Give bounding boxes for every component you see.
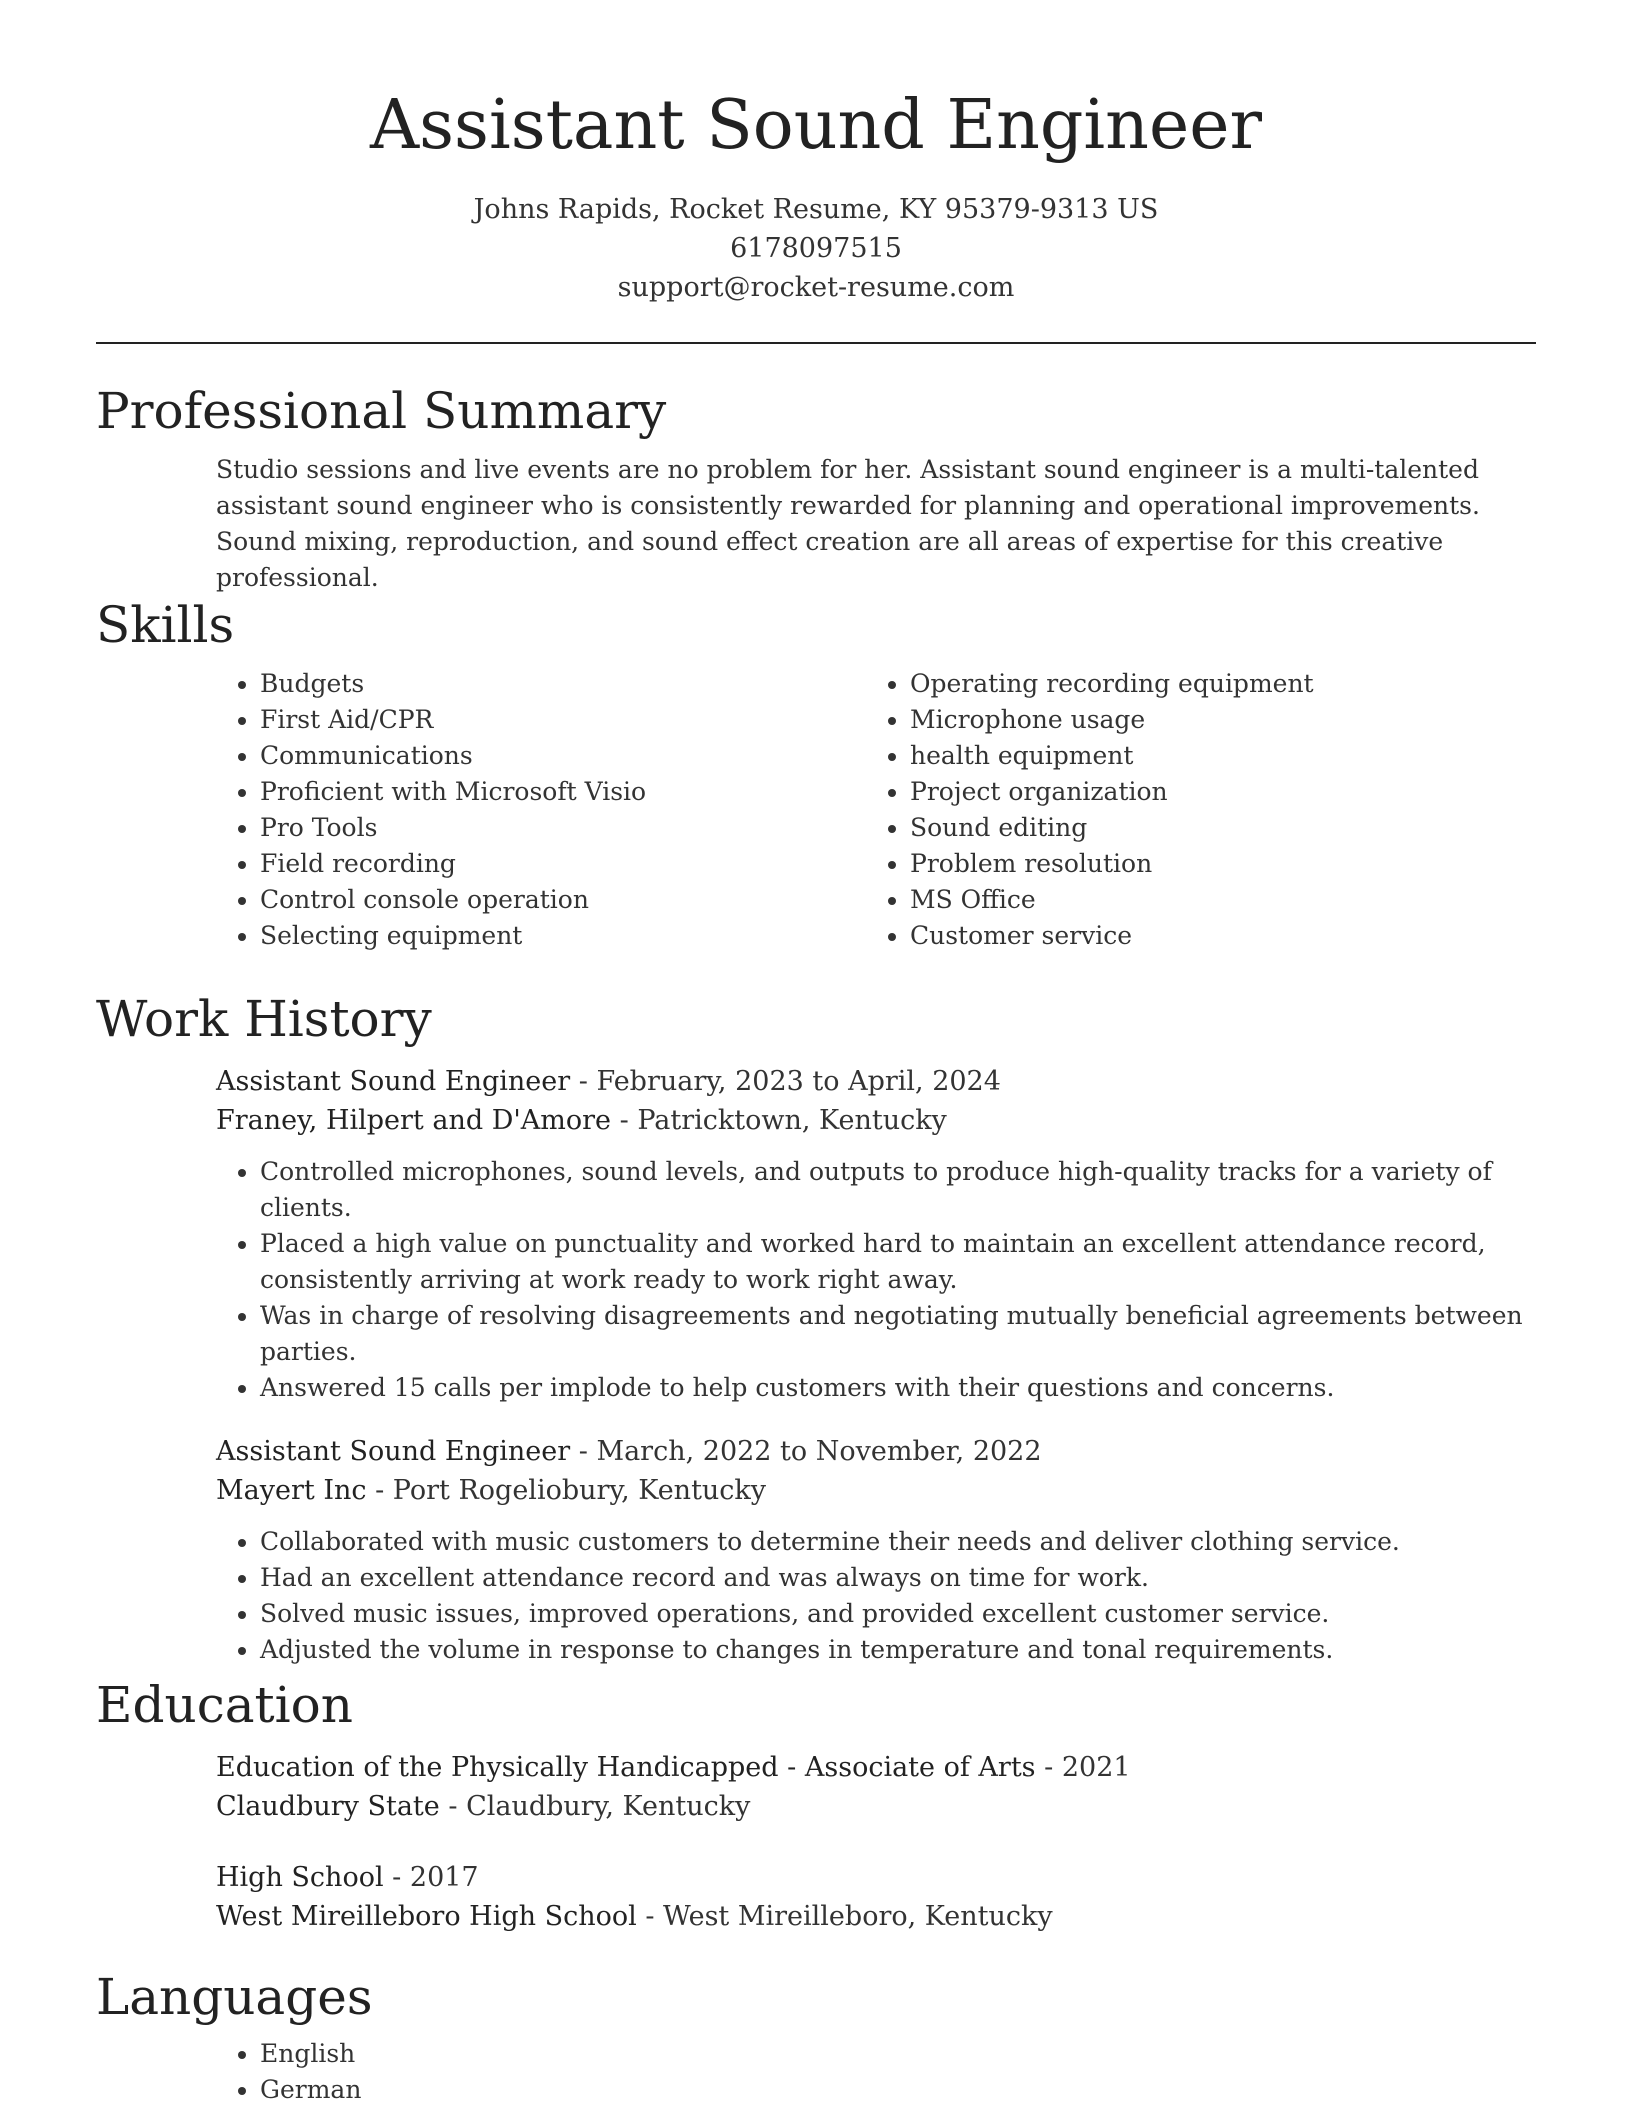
languages-list	[216, 2036, 1536, 2108]
separator: -	[366, 1475, 393, 1506]
job-bullet: • Answered 15 calls per implode to help customers with their questions and concerns.	[260, 1370, 1536, 1406]
job-bullet: • Controlled microphones, sound levels, and outputs to produce high-quality tracks for a variety of clients.	[260, 1154, 1536, 1226]
skill-item: • Budgets	[260, 666, 866, 702]
degree-year: 2017	[409, 1862, 479, 1893]
degree-line	[216, 1748, 1536, 1787]
skill-item: • Control console operation	[260, 882, 866, 918]
skill-item: • Operating recording equipment	[910, 666, 1516, 702]
separator: -	[1035, 1752, 1062, 1783]
skill-item: • Problem resolution	[910, 846, 1516, 882]
job-entry	[216, 1062, 1536, 1406]
skills-grid	[216, 666, 1536, 954]
job-bullet: • Had an excellent attendance record and was always on time for work.	[260, 1560, 1536, 1596]
job-bullet: • Was in charge of resolving disagreements and negotiating mutually beneficial agreements between parties.	[260, 1298, 1536, 1370]
job-entry	[216, 1432, 1536, 1668]
contact-address: Johns Rapids, Rocket Resume, KY 95379-9313 US	[473, 194, 1159, 225]
skill-item: • Microphone usage	[910, 702, 1516, 738]
job-role: Assistant Sound Engineer	[216, 1066, 571, 1097]
job-bullet: • Adjusted the volume in response to changes in temperature and tonal requirements.	[260, 1632, 1536, 1668]
skill-item: • Pro Tools	[260, 810, 866, 846]
company-name: Franey, Hilpert and D'Amore	[216, 1105, 612, 1136]
school-line	[216, 1897, 1536, 1936]
job-dates: March, 2022 to November, 2022	[596, 1436, 1042, 1467]
school-line	[216, 1787, 1536, 1826]
job-title-line	[216, 1062, 1536, 1101]
skill-item: • Field recording	[260, 846, 866, 882]
skill-item: • Project organization	[910, 774, 1516, 810]
skill-item: • Customer service	[910, 918, 1516, 954]
education-list	[216, 1748, 1536, 1936]
skill-item: • MS Office	[910, 882, 1516, 918]
separator: -	[570, 1436, 597, 1467]
job-title-line	[216, 1432, 1536, 1471]
candidate-name: Assistant Sound Engineer	[370, 86, 1262, 165]
school-name: West Mireilleboro High School	[216, 1901, 637, 1932]
school-location: Claudbury, Kentucky	[466, 1791, 751, 1822]
skills-section	[96, 594, 1536, 954]
company-location: Port Rogeliobury, Kentucky	[392, 1475, 767, 1506]
separator: -	[383, 1862, 410, 1893]
contact-email: support@rocket-resume.com	[617, 272, 1015, 303]
language-item: • German	[260, 2072, 1536, 2108]
education-title: Education	[96, 1676, 353, 1734]
separator: -	[611, 1105, 638, 1136]
skill-item: • First Aid/CPR	[260, 702, 866, 738]
company-location: Patricktown, Kentucky	[637, 1105, 947, 1136]
company-line	[216, 1101, 1536, 1140]
separator: -	[439, 1791, 467, 1822]
job-role: Assistant Sound Engineer	[216, 1436, 571, 1467]
degree-name: Education of the Physically Handicapped - Associate of Arts	[216, 1752, 1036, 1783]
separator: -	[570, 1066, 597, 1097]
work-section	[96, 988, 1536, 1668]
skills-column-left	[216, 666, 866, 954]
degree-name: High School	[216, 1862, 384, 1893]
separator: -	[636, 1901, 664, 1932]
summary-text: Studio sessions and live events are no problem for her. Assistant sound engineer is a multi-talented assistant sound engineer who is consistently rewarded for planning and operational improvements. Sound mixing, reproduction, and sound effect creation are all areas of expertise for this creative professional.	[216, 455, 1480, 592]
job-dates: February, 2023 to April, 2024	[596, 1066, 1001, 1097]
skill-item: • Sound editing	[910, 810, 1516, 846]
degree-line	[216, 1858, 1536, 1897]
skill-item: • Selecting equipment	[260, 918, 866, 954]
job-bullet: • Collaborated with music customers to determine their needs and deliver clothing service.	[260, 1524, 1536, 1560]
contact-block	[0, 190, 1632, 307]
summary-title: Professional Summary	[96, 382, 667, 440]
languages-section	[96, 1966, 1536, 2108]
degree-year: 2021	[1061, 1752, 1131, 1783]
education-entry	[216, 1858, 1536, 1936]
languages-title: Languages	[96, 1968, 373, 2026]
skill-item: • Proficient with Microsoft Visio	[260, 774, 866, 810]
job-bullet: • Solved music issues, improved operations, and provided excellent customer service.	[260, 1596, 1536, 1632]
company-name: Mayert Inc	[216, 1475, 367, 1506]
skill-item: • health equipment	[910, 738, 1516, 774]
school-location: West Mireilleboro, Kentucky	[663, 1901, 1053, 1932]
skill-item: • Communications	[260, 738, 866, 774]
job-bullets	[216, 1154, 1536, 1406]
header-divider	[96, 342, 1536, 344]
education-section	[96, 1674, 1536, 1936]
education-entry	[216, 1748, 1536, 1826]
language-item: • English	[260, 2036, 1536, 2072]
company-line	[216, 1471, 1536, 1510]
skills-title: Skills	[96, 596, 235, 654]
school-name: Claudbury State	[216, 1791, 440, 1822]
resume-header	[0, 0, 1632, 307]
contact-phone: 6178097515	[730, 233, 902, 264]
summary-section	[96, 380, 1536, 596]
work-list	[216, 1062, 1536, 1668]
job-bullets	[216, 1524, 1536, 1668]
job-bullet: • Placed a high value on punctuality and worked hard to maintain an excellent attendance record, consistently arriving at work ready to work right away.	[260, 1226, 1536, 1298]
skills-column-right	[866, 666, 1516, 954]
work-title: Work History	[96, 990, 432, 1048]
